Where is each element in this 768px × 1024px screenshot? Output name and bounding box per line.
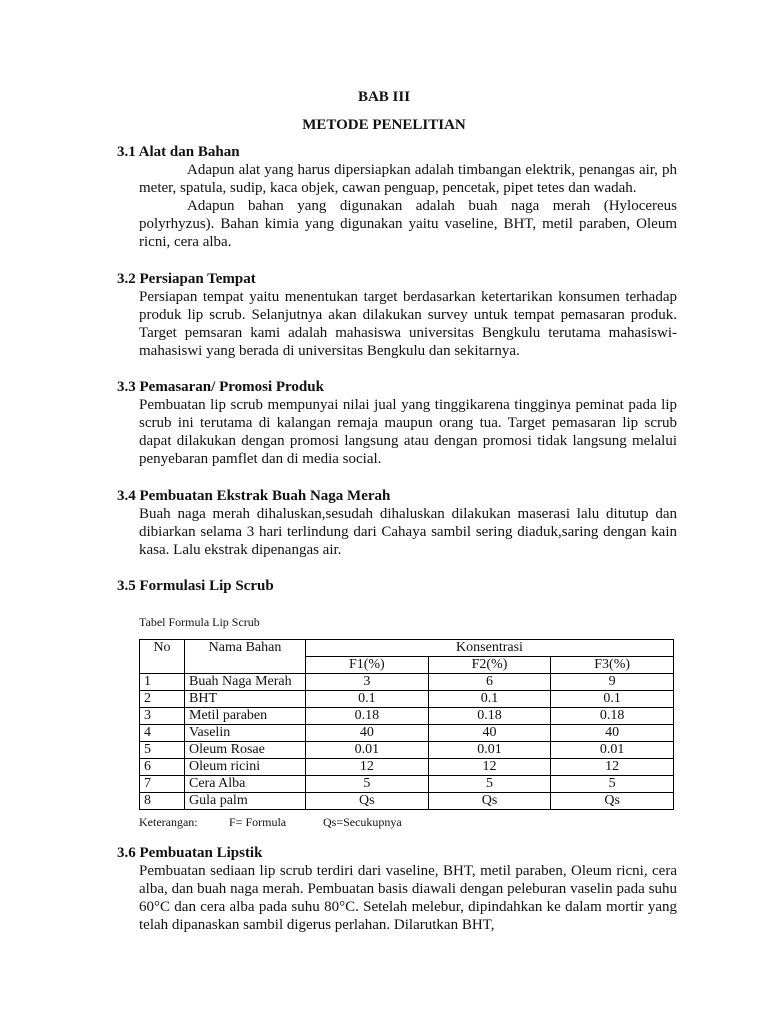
- cell-f2: 6: [428, 674, 551, 691]
- paragraph: Adapun alat yang harus dipersiapkan adalah timbangan elektrik, penangas air, ph meter, spatula, sudip, kaca objek, cawan penguap, pencetak, pipet tetes dan wadah.: [139, 162, 677, 196]
- cell-no: 8: [140, 793, 185, 810]
- table-notes: [139, 813, 402, 831]
- note-formula: F= Formula: [229, 815, 287, 829]
- section-formulasi: [117, 577, 677, 595]
- section-heading: 3.4 Pembuatan Ekstrak Buah Naga Merah: [117, 488, 391, 504]
- paragraph: Adapun bahan yang digunakan adalah buah naga merah (Hylocereus polyrhyzus). Bahan kimia yang digunakan yaitu vaseline, BHT, metil paraben, Oleum ricni, cera alba.: [139, 198, 677, 250]
- cell-f2: 0.1: [428, 691, 551, 708]
- section-alat-dan-bahan: [117, 143, 677, 251]
- cell-f1: 0.01: [306, 742, 429, 759]
- column-header-no: No: [140, 640, 185, 674]
- cell-name: Oleum ricini: [185, 759, 306, 776]
- cell-f2: 0.01: [428, 742, 551, 759]
- notes-label: Keterangan:: [139, 815, 198, 829]
- cell-f1: 12: [306, 759, 429, 776]
- section-pemasaran-promosi: [117, 378, 677, 468]
- column-header-f1: F1(%): [306, 657, 429, 674]
- table-row: [140, 708, 674, 725]
- chapter-number: BAB III: [357, 89, 411, 105]
- table-row: [140, 793, 674, 810]
- cell-no: 5: [140, 742, 185, 759]
- column-header-f3: F3(%): [551, 657, 674, 674]
- table-header-row: [140, 640, 674, 657]
- cell-f1: 0.1: [306, 691, 429, 708]
- cell-f2: Qs: [428, 793, 551, 810]
- cell-name: Vaselin: [185, 725, 306, 742]
- cell-f3: 40: [551, 725, 674, 742]
- cell-no: 1: [140, 674, 185, 691]
- cell-no: 2: [140, 691, 185, 708]
- cell-f3: 9: [551, 674, 674, 691]
- table-row: [140, 759, 674, 776]
- cell-f1: 5: [306, 776, 429, 793]
- paragraph: Pembuatan sediaan lip scrub terdiri dari vaseline, BHT, metil paraben, Oleum ricni, cera alba, dan buah naga merah. Pembuatan basis diawali dengan peleburan vaselin pada suhu 60°C dan cera alba pada suhu 80°C. Setelah melebur, dipindahkan ke dalam mortir yang telah dipanaskan sambil digerus perlahan. Dilarutkan BHT,: [139, 863, 677, 933]
- cell-f3: 12: [551, 759, 674, 776]
- cell-name: Gula palm: [185, 793, 306, 810]
- column-header-f2: F2(%): [428, 657, 551, 674]
- cell-no: 3: [140, 708, 185, 725]
- cell-f1: 3: [306, 674, 429, 691]
- cell-f3: 0.1: [551, 691, 674, 708]
- paragraph: Persiapan tempat yaitu menentukan target berdasarkan ketertarikan konsumen terhadap produk lip scrub. Selanjutnya akan dilakukan survey untuk tempat pemasaran produk. Target pemsaran kami adalah mahasiswa universitas Bengkulu terutama mahasiswi-mahasiswi yang berada di universitas Bengkulu dan sekitarnya.: [139, 289, 677, 359]
- column-group-header: Konsentrasi: [306, 640, 674, 657]
- cell-f1: Qs: [306, 793, 429, 810]
- table-caption: Tabel Formula Lip Scrub: [139, 615, 260, 629]
- section-pembuatan-ekstrak: [117, 487, 677, 559]
- formula-table: [139, 639, 674, 810]
- section-heading: 3.6 Pembuatan Lipstik: [117, 845, 263, 861]
- note-qs: Qs=Secukupnya: [323, 815, 402, 829]
- section-heading: 3.2 Persiapan Tempat: [117, 271, 256, 287]
- table-row: [140, 725, 674, 742]
- cell-no: 4: [140, 725, 185, 742]
- cell-f2: 12: [428, 759, 551, 776]
- cell-f2: 5: [428, 776, 551, 793]
- table-row: [140, 776, 674, 793]
- section-persiapan-tempat: [117, 270, 677, 360]
- chapter-title: METODE PENELITIAN: [302, 117, 466, 133]
- cell-f3: 0.01: [551, 742, 674, 759]
- cell-f2: 40: [428, 725, 551, 742]
- column-header-name: Nama Bahan: [185, 640, 306, 674]
- cell-f2: 0.18: [428, 708, 551, 725]
- table-row: [140, 742, 674, 759]
- cell-name: BHT: [185, 691, 306, 708]
- cell-name: Cera Alba: [185, 776, 306, 793]
- cell-no: 6: [140, 759, 185, 776]
- cell-f1: 40: [306, 725, 429, 742]
- cell-f3: 0.18: [551, 708, 674, 725]
- section-heading: 3.5 Formulasi Lip Scrub: [117, 578, 274, 594]
- cell-name: Metil paraben: [185, 708, 306, 725]
- section-heading: 3.1 Alat dan Bahan: [117, 144, 240, 160]
- paragraph: Pembuatan lip scrub mempunyai nilai jual yang tinggikarena tingginya peminat pada lip scrub ini terutama di kalangan remaja maupun orang tua. Target pemasaran lip scrub dapat dilakukan dengan promosi langsung atau dengan promosi tidak langsung melalui penyebaran pamflet dan di media social.: [139, 397, 677, 467]
- paragraph: Buah naga merah dihaluskan,sesudah dihaluskan dilakukan maserasi lalu ditutup dan dibiarkan selama 3 hari terlindung dari Cahaya sambil sering diaduk,saring dengan kain kasa. Lalu ekstrak dipenangas air.: [139, 506, 677, 558]
- cell-f1: 0.18: [306, 708, 429, 725]
- table-row: [140, 674, 674, 691]
- section-heading: 3.3 Pemasaran/ Promosi Produk: [117, 379, 324, 395]
- table-row: [140, 691, 674, 708]
- cell-f3: Qs: [551, 793, 674, 810]
- cell-name: Oleum Rosae: [185, 742, 306, 759]
- section-pembuatan-lipstik: [117, 844, 677, 934]
- cell-f3: 5: [551, 776, 674, 793]
- cell-no: 7: [140, 776, 185, 793]
- cell-name: Buah Naga Merah: [185, 674, 306, 691]
